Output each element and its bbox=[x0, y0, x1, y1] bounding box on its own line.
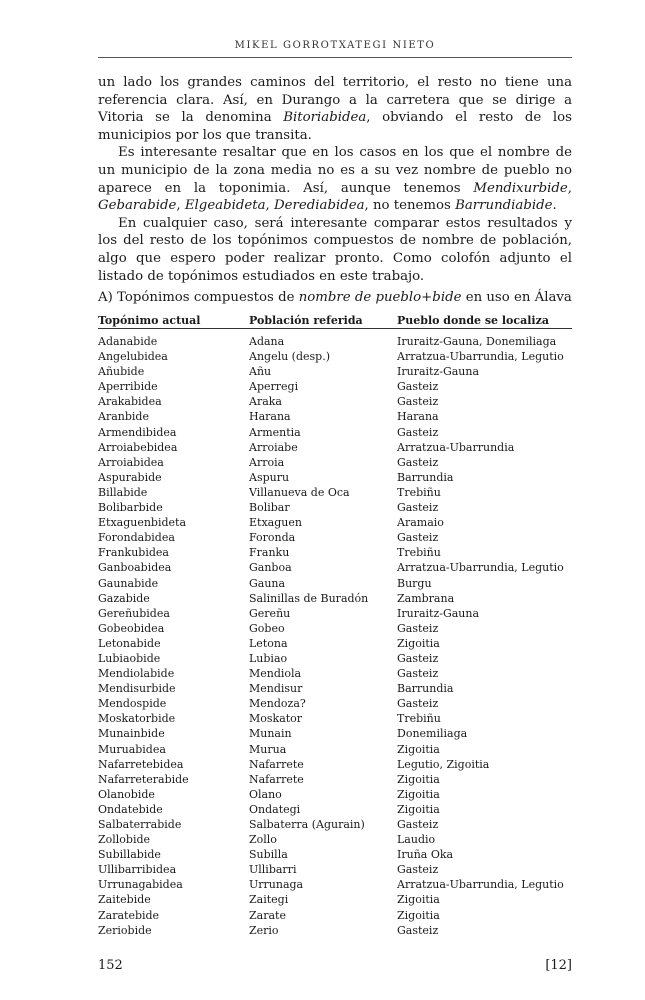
cell-population: Salinillas de Buradón bbox=[249, 591, 369, 605]
cell-population: Ganboa bbox=[249, 561, 292, 575]
cell-population: Urrunaga bbox=[249, 878, 304, 892]
cell-toponym: Adanabide bbox=[98, 335, 158, 348]
cell-toponym: Aperribide bbox=[98, 380, 158, 394]
cell-toponym: Olanobide bbox=[98, 787, 155, 801]
table-row bbox=[98, 364, 572, 379]
cell-toponym: Munainbide bbox=[98, 727, 165, 741]
cell-toponym: Forondabidea bbox=[98, 531, 175, 545]
cell-population: Aperregi bbox=[249, 380, 299, 394]
table-row bbox=[98, 877, 572, 892]
cell-population: Salbaterra (Agurain) bbox=[249, 818, 365, 831]
cell-toponym: Zollobide bbox=[98, 833, 151, 847]
cell-population: Arroiabe bbox=[249, 440, 298, 454]
table-row bbox=[98, 651, 572, 666]
cell-toponym: Frankubidea bbox=[98, 546, 169, 560]
italic-term: Elgeabideta bbox=[184, 198, 266, 214]
paragraph-text: , obviando el resto de los municipios por los que transita. bbox=[98, 110, 572, 143]
cell-toponym: Ondatebide bbox=[98, 802, 163, 816]
table-row bbox=[98, 455, 572, 470]
table-row bbox=[98, 409, 572, 424]
table-row bbox=[98, 349, 572, 364]
cell-location: Gasteiz bbox=[397, 425, 439, 439]
table-row bbox=[98, 545, 572, 560]
header-rule bbox=[98, 57, 572, 58]
cell-location: Gasteiz bbox=[397, 455, 439, 469]
table-row bbox=[98, 787, 572, 802]
cell-toponym: Letonabide bbox=[98, 636, 161, 650]
cell-toponym: Nafarretebidea bbox=[98, 757, 184, 771]
paragraph-text: un lado los grandes caminos del territorio, el resto no tiene una referencia clara. Así, en Durango a la carretera que se dirige a Vitoria se la denomina bbox=[98, 75, 572, 126]
cell-population: Gobeo bbox=[249, 621, 285, 635]
cell-location: Barrundia bbox=[397, 470, 454, 484]
paragraph-text: , bbox=[265, 198, 274, 214]
cell-toponym: Armendibidea bbox=[98, 425, 177, 439]
paragraph-text: Es interesante resaltar que en los casos en los que el nombre de un municipio de la zona media no es a su vez nombre de pueblo no aparece en la toponimia. Así, aunque tenemos bbox=[98, 145, 572, 196]
cell-population: Ullibarri bbox=[249, 863, 297, 877]
cell-location: Gasteiz bbox=[397, 863, 439, 877]
paragraph-text: En cualquier caso, será interesante comparar estos resultados y los del resto de los topónimos compuestos de nombre de población, algo que espero poder realizar pronto. Como colofón adjunto el listado de topónimos estudiados en este trabajo. bbox=[98, 215, 572, 284]
table-row bbox=[98, 847, 572, 862]
cell-population: Añu bbox=[249, 365, 272, 379]
table-body bbox=[98, 334, 572, 938]
table-row bbox=[98, 500, 572, 515]
table-row bbox=[98, 742, 572, 757]
cell-toponym: Gazabide bbox=[98, 591, 150, 605]
cell-toponym: Mendiolabide bbox=[98, 667, 175, 681]
cell-location: Trebiñu bbox=[397, 546, 441, 560]
cell-toponym: Muruabidea bbox=[98, 742, 166, 756]
cell-toponym: Lubiaobide bbox=[98, 651, 161, 665]
cell-population: Mendiola bbox=[249, 667, 302, 681]
page-number: 152 bbox=[98, 958, 123, 973]
cell-population: Zerio bbox=[249, 923, 279, 937]
cell-population: Arroia bbox=[249, 455, 285, 469]
paragraph bbox=[98, 74, 572, 144]
cell-location: Arratzua-Ubarrundia, Legutio bbox=[397, 878, 564, 892]
paragraph-text: . bbox=[552, 198, 557, 214]
italic-term: Mendixurbide bbox=[473, 180, 568, 196]
cell-toponym: Arakabidea bbox=[98, 395, 162, 409]
cell-population: Subilla bbox=[249, 848, 288, 862]
cell-location: Barrundia bbox=[397, 682, 454, 696]
table-row bbox=[98, 425, 572, 440]
italic-term: Bitoriabidea bbox=[283, 110, 367, 126]
cell-population: Etxaguen bbox=[249, 516, 302, 530]
table-row bbox=[98, 757, 572, 772]
cell-population: Mendisur bbox=[249, 682, 303, 696]
column-header-location: Pueblo donde se localiza bbox=[397, 314, 549, 327]
cell-toponym: Bolibarbide bbox=[98, 501, 163, 515]
table-row bbox=[98, 711, 572, 726]
paragraph bbox=[98, 215, 572, 285]
cell-toponym: Añubide bbox=[98, 365, 145, 379]
cell-location: Zigoitia bbox=[397, 893, 440, 907]
cell-location: Arratzua-Ubarrundia, Legutio bbox=[397, 561, 564, 575]
cell-location: Gasteiz bbox=[397, 380, 439, 394]
cell-location: Trebiñu bbox=[397, 485, 441, 499]
cell-location: Arratzua-Ubarrundia bbox=[397, 440, 515, 454]
cell-population: Armentia bbox=[249, 425, 301, 439]
cell-location: Legutio, Zigoitia bbox=[397, 757, 490, 771]
table-row bbox=[98, 772, 572, 787]
cell-location: Gasteiz bbox=[397, 395, 439, 409]
cell-toponym: Ganboabidea bbox=[98, 561, 172, 575]
paragraph-text: , no tenemos bbox=[364, 198, 456, 214]
cell-population: Harana bbox=[249, 410, 291, 424]
cell-location: Iruraitz-Gauna bbox=[397, 606, 480, 620]
cell-population: Adana bbox=[249, 335, 285, 348]
cell-population: Lubiao bbox=[249, 651, 288, 665]
cell-population: Angelu (desp.) bbox=[249, 350, 330, 364]
paragraph-text: , bbox=[567, 180, 572, 196]
table-row bbox=[98, 334, 572, 349]
cell-location: Zigoitia bbox=[397, 742, 440, 756]
body-text bbox=[98, 74, 572, 285]
cell-toponym: Gaunabide bbox=[98, 576, 159, 590]
italic-term: Barrundiabide bbox=[455, 198, 553, 214]
cell-toponym: Etxaguenbideta bbox=[98, 516, 187, 530]
cell-location: Zigoitia bbox=[397, 908, 440, 922]
cell-population: Villanueva de Oca bbox=[249, 485, 350, 499]
table-row bbox=[98, 560, 572, 575]
cell-population: Mendoza? bbox=[249, 697, 306, 711]
cell-population: Bolibar bbox=[249, 501, 290, 515]
cell-location: Gasteiz bbox=[397, 651, 439, 665]
cell-location: Harana bbox=[397, 410, 439, 424]
cell-population: Aspuru bbox=[249, 470, 290, 484]
table-caption bbox=[98, 289, 572, 306]
table-row bbox=[98, 530, 572, 545]
cell-population: Gereñu bbox=[249, 606, 291, 620]
paragraph-text: , bbox=[176, 198, 185, 214]
column-header-toponym: Topónimo actual bbox=[98, 314, 201, 327]
cell-location: Trebiñu bbox=[397, 712, 441, 726]
table-row bbox=[98, 515, 572, 530]
cell-location: Arratzua-Ubarrundia, Legutio bbox=[397, 350, 564, 364]
cell-toponym: Arroiabebidea bbox=[98, 440, 178, 454]
table-row bbox=[98, 908, 572, 923]
table-caption-prefix: A) Topónimos compuestos de bbox=[98, 290, 299, 305]
cell-location: Zigoitia bbox=[397, 636, 440, 650]
table-row bbox=[98, 394, 572, 409]
cell-location: Gasteiz bbox=[397, 501, 439, 515]
cell-location: Donemiliaga bbox=[397, 727, 468, 741]
cell-location: Iruña Oka bbox=[397, 848, 454, 862]
cell-population: Gauna bbox=[249, 576, 286, 590]
cell-location: Gasteiz bbox=[397, 923, 439, 937]
cell-location: Iruraitz-Gauna, Donemiliaga bbox=[397, 335, 557, 348]
cell-population: Zarate bbox=[249, 908, 286, 922]
cell-toponym: Gereñubidea bbox=[98, 606, 170, 620]
cell-location: Burgu bbox=[397, 576, 432, 590]
table-caption-italic: nombre de pueblo+bide bbox=[298, 290, 462, 305]
cell-toponym: Billabide bbox=[98, 485, 148, 499]
cell-toponym: Zaratebide bbox=[98, 908, 160, 922]
cell-location: Gasteiz bbox=[397, 621, 439, 635]
table-row bbox=[98, 862, 572, 877]
paragraph bbox=[98, 144, 572, 214]
running-head: MIKEL GORROTXATEGI NIETO bbox=[234, 40, 436, 51]
cell-population: Nafarrete bbox=[249, 757, 304, 771]
table-row bbox=[98, 696, 572, 711]
cell-population: Ondategi bbox=[249, 802, 301, 816]
cell-population: Araka bbox=[249, 395, 282, 409]
cell-location: Gasteiz bbox=[397, 531, 439, 545]
cell-toponym: Zeriobide bbox=[98, 923, 152, 937]
cell-toponym: Moskatorbide bbox=[98, 712, 176, 726]
cell-toponym: Gobeobidea bbox=[98, 621, 165, 635]
cell-location: Gasteiz bbox=[397, 697, 439, 711]
bracket-page-number: [12] bbox=[545, 958, 572, 973]
cell-toponym: Aranbide bbox=[98, 410, 149, 424]
table-row bbox=[98, 681, 572, 696]
cell-toponym: Urrunagabidea bbox=[98, 878, 183, 892]
cell-location: Zigoitia bbox=[397, 787, 440, 801]
table-row bbox=[98, 666, 572, 681]
cell-toponym: Mendospide bbox=[98, 697, 167, 711]
table-row bbox=[98, 591, 572, 606]
cell-toponym: Ullibarribidea bbox=[98, 863, 177, 877]
table-row bbox=[98, 379, 572, 394]
cell-population: Olano bbox=[249, 787, 282, 801]
table-row bbox=[98, 470, 572, 485]
cell-toponym: Zaitebide bbox=[98, 893, 151, 907]
cell-location: Zigoitia bbox=[397, 772, 440, 786]
cell-population: Foronda bbox=[249, 531, 296, 545]
table-row bbox=[98, 817, 572, 832]
cell-location: Zigoitia bbox=[397, 802, 440, 816]
cell-location: Iruraitz-Gauna bbox=[397, 365, 480, 379]
table-caption-suffix: en uso en Álava bbox=[461, 290, 572, 305]
toponym-table bbox=[98, 313, 572, 938]
cell-population: Zaitegi bbox=[249, 893, 289, 907]
table-row bbox=[98, 726, 572, 741]
table-row bbox=[98, 606, 572, 621]
cell-population: Zollo bbox=[249, 833, 277, 847]
cell-location: Aramaio bbox=[397, 516, 444, 530]
cell-population: Letona bbox=[249, 636, 288, 650]
cell-toponym: Arroiabidea bbox=[98, 455, 164, 469]
column-header-population: Población referida bbox=[249, 314, 363, 327]
table-header-row bbox=[98, 313, 572, 329]
cell-toponym: Angelubidea bbox=[98, 350, 168, 364]
italic-term: Derediabidea bbox=[274, 198, 365, 214]
cell-toponym: Aspurabide bbox=[98, 470, 162, 484]
cell-population: Moskator bbox=[249, 712, 303, 726]
table-row bbox=[98, 440, 572, 455]
table-row bbox=[98, 802, 572, 817]
cell-location: Gasteiz bbox=[397, 818, 439, 831]
cell-location: Laudio bbox=[397, 833, 436, 847]
italic-term: Gebarabide bbox=[98, 198, 177, 214]
cell-population: Nafarrete bbox=[249, 772, 304, 786]
cell-toponym: Salbaterrabide bbox=[98, 818, 182, 831]
cell-toponym: Subillabide bbox=[98, 848, 161, 862]
table-row bbox=[98, 636, 572, 651]
cell-toponym: Mendisurbide bbox=[98, 682, 176, 696]
table-row bbox=[98, 892, 572, 907]
table-row bbox=[98, 923, 572, 938]
cell-population: Franku bbox=[249, 546, 290, 560]
cell-location: Zambrana bbox=[397, 591, 455, 605]
table-row bbox=[98, 485, 572, 500]
cell-location: Gasteiz bbox=[397, 667, 439, 681]
table-row bbox=[98, 576, 572, 591]
table-row bbox=[98, 621, 572, 636]
cell-population: Munain bbox=[249, 727, 292, 741]
cell-population: Murua bbox=[249, 742, 287, 756]
cell-toponym: Nafarreterabide bbox=[98, 772, 189, 786]
table-row bbox=[98, 832, 572, 847]
